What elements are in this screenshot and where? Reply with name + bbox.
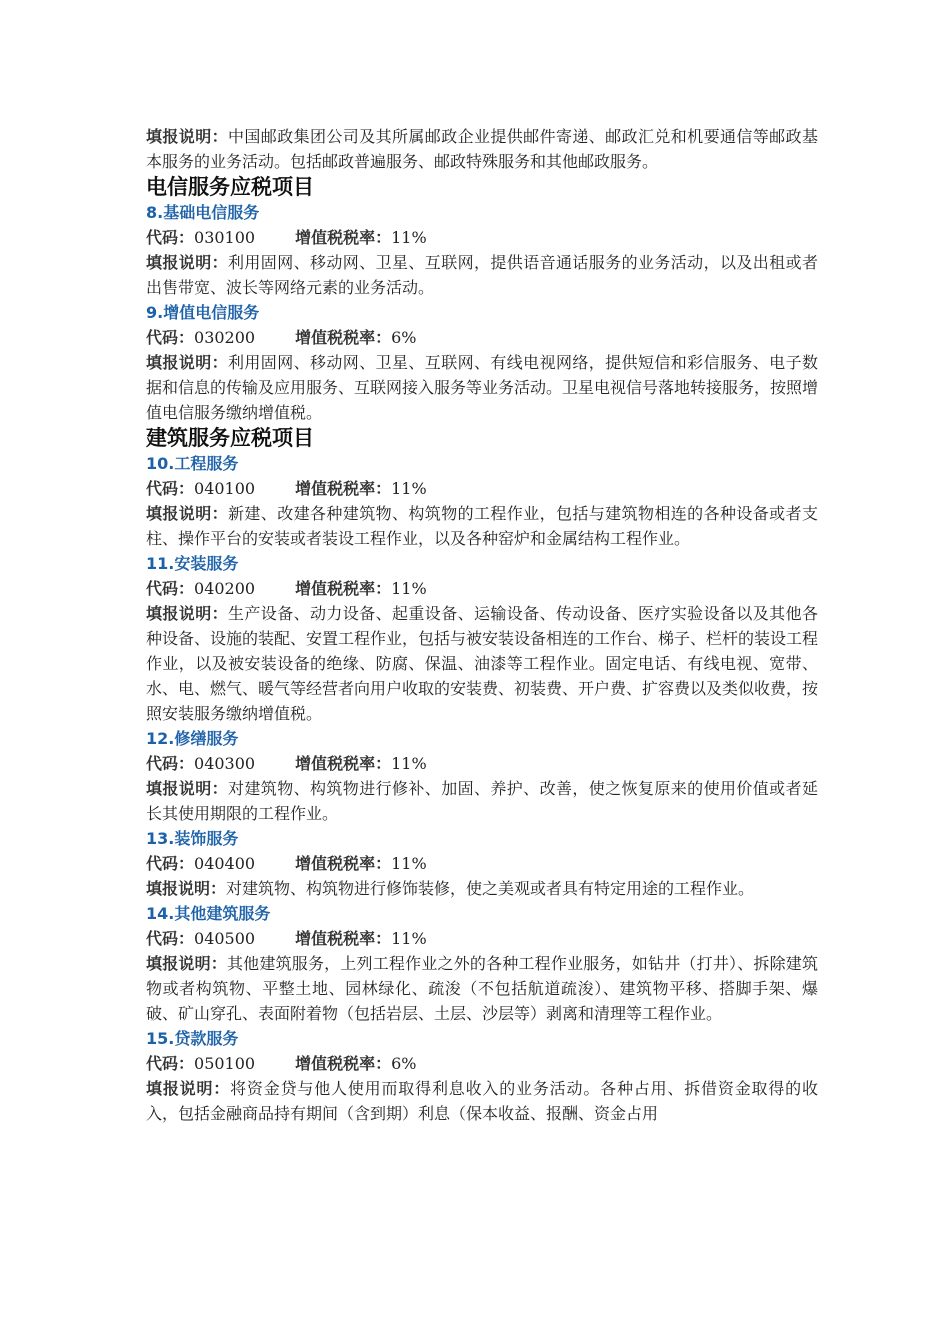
rate-label: 增值税税率： [295,579,392,598]
document-page [146,124,818,1126]
code-value: 040200 [194,579,256,598]
section-title: 建筑服务应税项目 [146,426,314,450]
code-rate-line [146,926,818,951]
rate-label: 增值税税率： [295,929,392,948]
rate-label: 增值税税率： [295,1054,392,1073]
rate-value: 11% [391,854,427,873]
desc-label: 填报说明： [146,353,228,372]
code-value: 040400 [194,854,256,873]
code-rate-line [146,225,818,250]
desc-label: 填报说明： [146,127,228,146]
desc-text: 利用固网、移动网、卫星、互联网，提供语音通话服务的业务活动，以及出租或者出售带宽、波长等网络元素的业务活动。 [146,253,818,297]
desc-label: 填报说明： [146,604,228,623]
item-title: 12.修缮服务 [146,729,239,748]
item-description [146,951,818,1026]
code-label: 代码： [146,854,195,873]
tax-item [146,726,818,826]
item-description [146,350,818,425]
item-title: 10.工程服务 [146,454,239,473]
code-label: 代码： [146,479,195,498]
desc-text: 生产设备、动力设备、起重设备、运输设备、传动设备、医疗实验设备以及其他各种设备、设施的装配、安置工程作业，包括与被安装设备相连的工作台、梯子、栏杆的装设工程作业，以及被安装设备的绝缘、防腐、保温、油漆等工程作业。固定电话、有线电视、宽带、水、电、燃气、暖气等经营者向用户收取的安装费、初装费、开户费、扩容费以及类似收费，按照安装服务缴纳增值税。 [146,604,819,723]
tax-item [146,300,818,425]
desc-text: 利用固网、移动网、卫星、互联网、有线电视网络，提供短信和彩信服务、电子数据和信息的传输及应用服务、互联网接入服务等业务活动。卫星电视信号落地转接服务，按照增值电信服务缴纳增值税。 [146,353,819,422]
code-rate-line [146,576,818,601]
intro-paragraph [146,124,818,174]
desc-label: 填报说明： [146,504,228,523]
code-rate-line [146,325,818,350]
desc-text: 对建筑物、构筑物进行修饰装修，使之美观或者具有特定用途的工程作业。 [226,879,755,898]
code-value: 040500 [194,929,256,948]
item-title: 9.增值电信服务 [146,303,260,322]
tax-item [146,551,818,726]
code-value: 030200 [194,328,256,347]
tax-item [146,1026,818,1126]
item-title: 13.装饰服务 [146,829,239,848]
desc-label: 填报说明： [146,253,228,272]
desc-text: 新建、改建各种建筑物、构筑物的工程作业，包括与建筑物相连的各种设备或者支柱、操作平台的安装或者装设工程作业，以及各种窑炉和金属结构工程作业。 [146,504,818,548]
code-rate-line [146,476,818,501]
item-description [146,501,818,551]
desc-text: 其他建筑服务，上列工程作业之外的各种工程作业服务，如钻井（打井）、拆除建筑物或者构筑物、平整土地、园林绿化、疏浚（不包括航道疏浚）、建筑物平移、搭脚手架、爆破、矿山穿孔、表面附着物（包括岩层、土层、沙层等）剥离和清理等工程作业。 [146,954,818,1023]
code-label: 代码： [146,228,195,247]
code-label: 代码： [146,1054,195,1073]
item-title: 11.安装服务 [146,554,239,573]
item-title: 15.贷款服务 [146,1029,239,1048]
code-value: 040300 [194,754,256,773]
rate-label: 增值税税率： [295,228,392,247]
rate-value: 11% [391,579,427,598]
code-rate-line [146,751,818,776]
intro-text: 中国邮政集团公司及其所属邮政企业提供邮件寄递、邮政汇兑和机要通信等邮政基本服务的业务活动。包括邮政普遍服务、邮政特殊服务和其他邮政服务。 [146,127,818,171]
tax-item [146,901,818,1026]
desc-label: 填报说明： [146,879,227,898]
code-label: 代码： [146,579,195,598]
code-label: 代码： [146,929,195,948]
rate-value: 11% [391,228,427,247]
desc-label: 填报说明： [146,779,228,798]
section-telecom [146,174,818,425]
section-title: 电信服务应税项目 [146,175,314,199]
rate-value: 11% [391,479,427,498]
code-rate-line [146,851,818,876]
item-description [146,250,818,300]
desc-text: 将资金贷与他人使用而取得利息收入的业务活动。各种占用、拆借资金取得的收入，包括金融商品持有期间（含到期）利息（保本收益、报酬、资金占用 [146,1079,818,1123]
rate-value: 6% [391,1054,417,1073]
rate-label: 增值税税率： [295,479,392,498]
code-value: 050100 [194,1054,256,1073]
rate-value: 11% [391,929,427,948]
rate-label: 增值税税率： [295,854,392,873]
item-description [146,876,818,901]
rate-label: 增值税税率： [295,328,392,347]
item-description [146,1076,818,1126]
item-description [146,776,818,826]
desc-text: 对建筑物、构筑物进行修补、加固、养护、改善，使之恢复原来的使用价值或者延长其使用期限的工程作业。 [146,779,818,823]
code-rate-line [146,1051,818,1076]
tax-item [146,200,818,300]
section-construction [146,425,818,1126]
tax-item [146,451,818,551]
tax-item [146,826,818,901]
code-label: 代码： [146,328,195,347]
rate-label: 增值税税率： [295,754,392,773]
desc-label: 填报说明： [146,1079,231,1098]
desc-label: 填报说明： [146,954,227,973]
code-value: 040100 [194,479,256,498]
rate-value: 11% [391,754,427,773]
code-value: 030100 [194,228,256,247]
item-description [146,601,818,726]
code-label: 代码： [146,754,195,773]
rate-value: 6% [391,328,417,347]
item-title: 8.基础电信服务 [146,203,260,222]
item-title: 14.其他建筑服务 [146,904,271,923]
